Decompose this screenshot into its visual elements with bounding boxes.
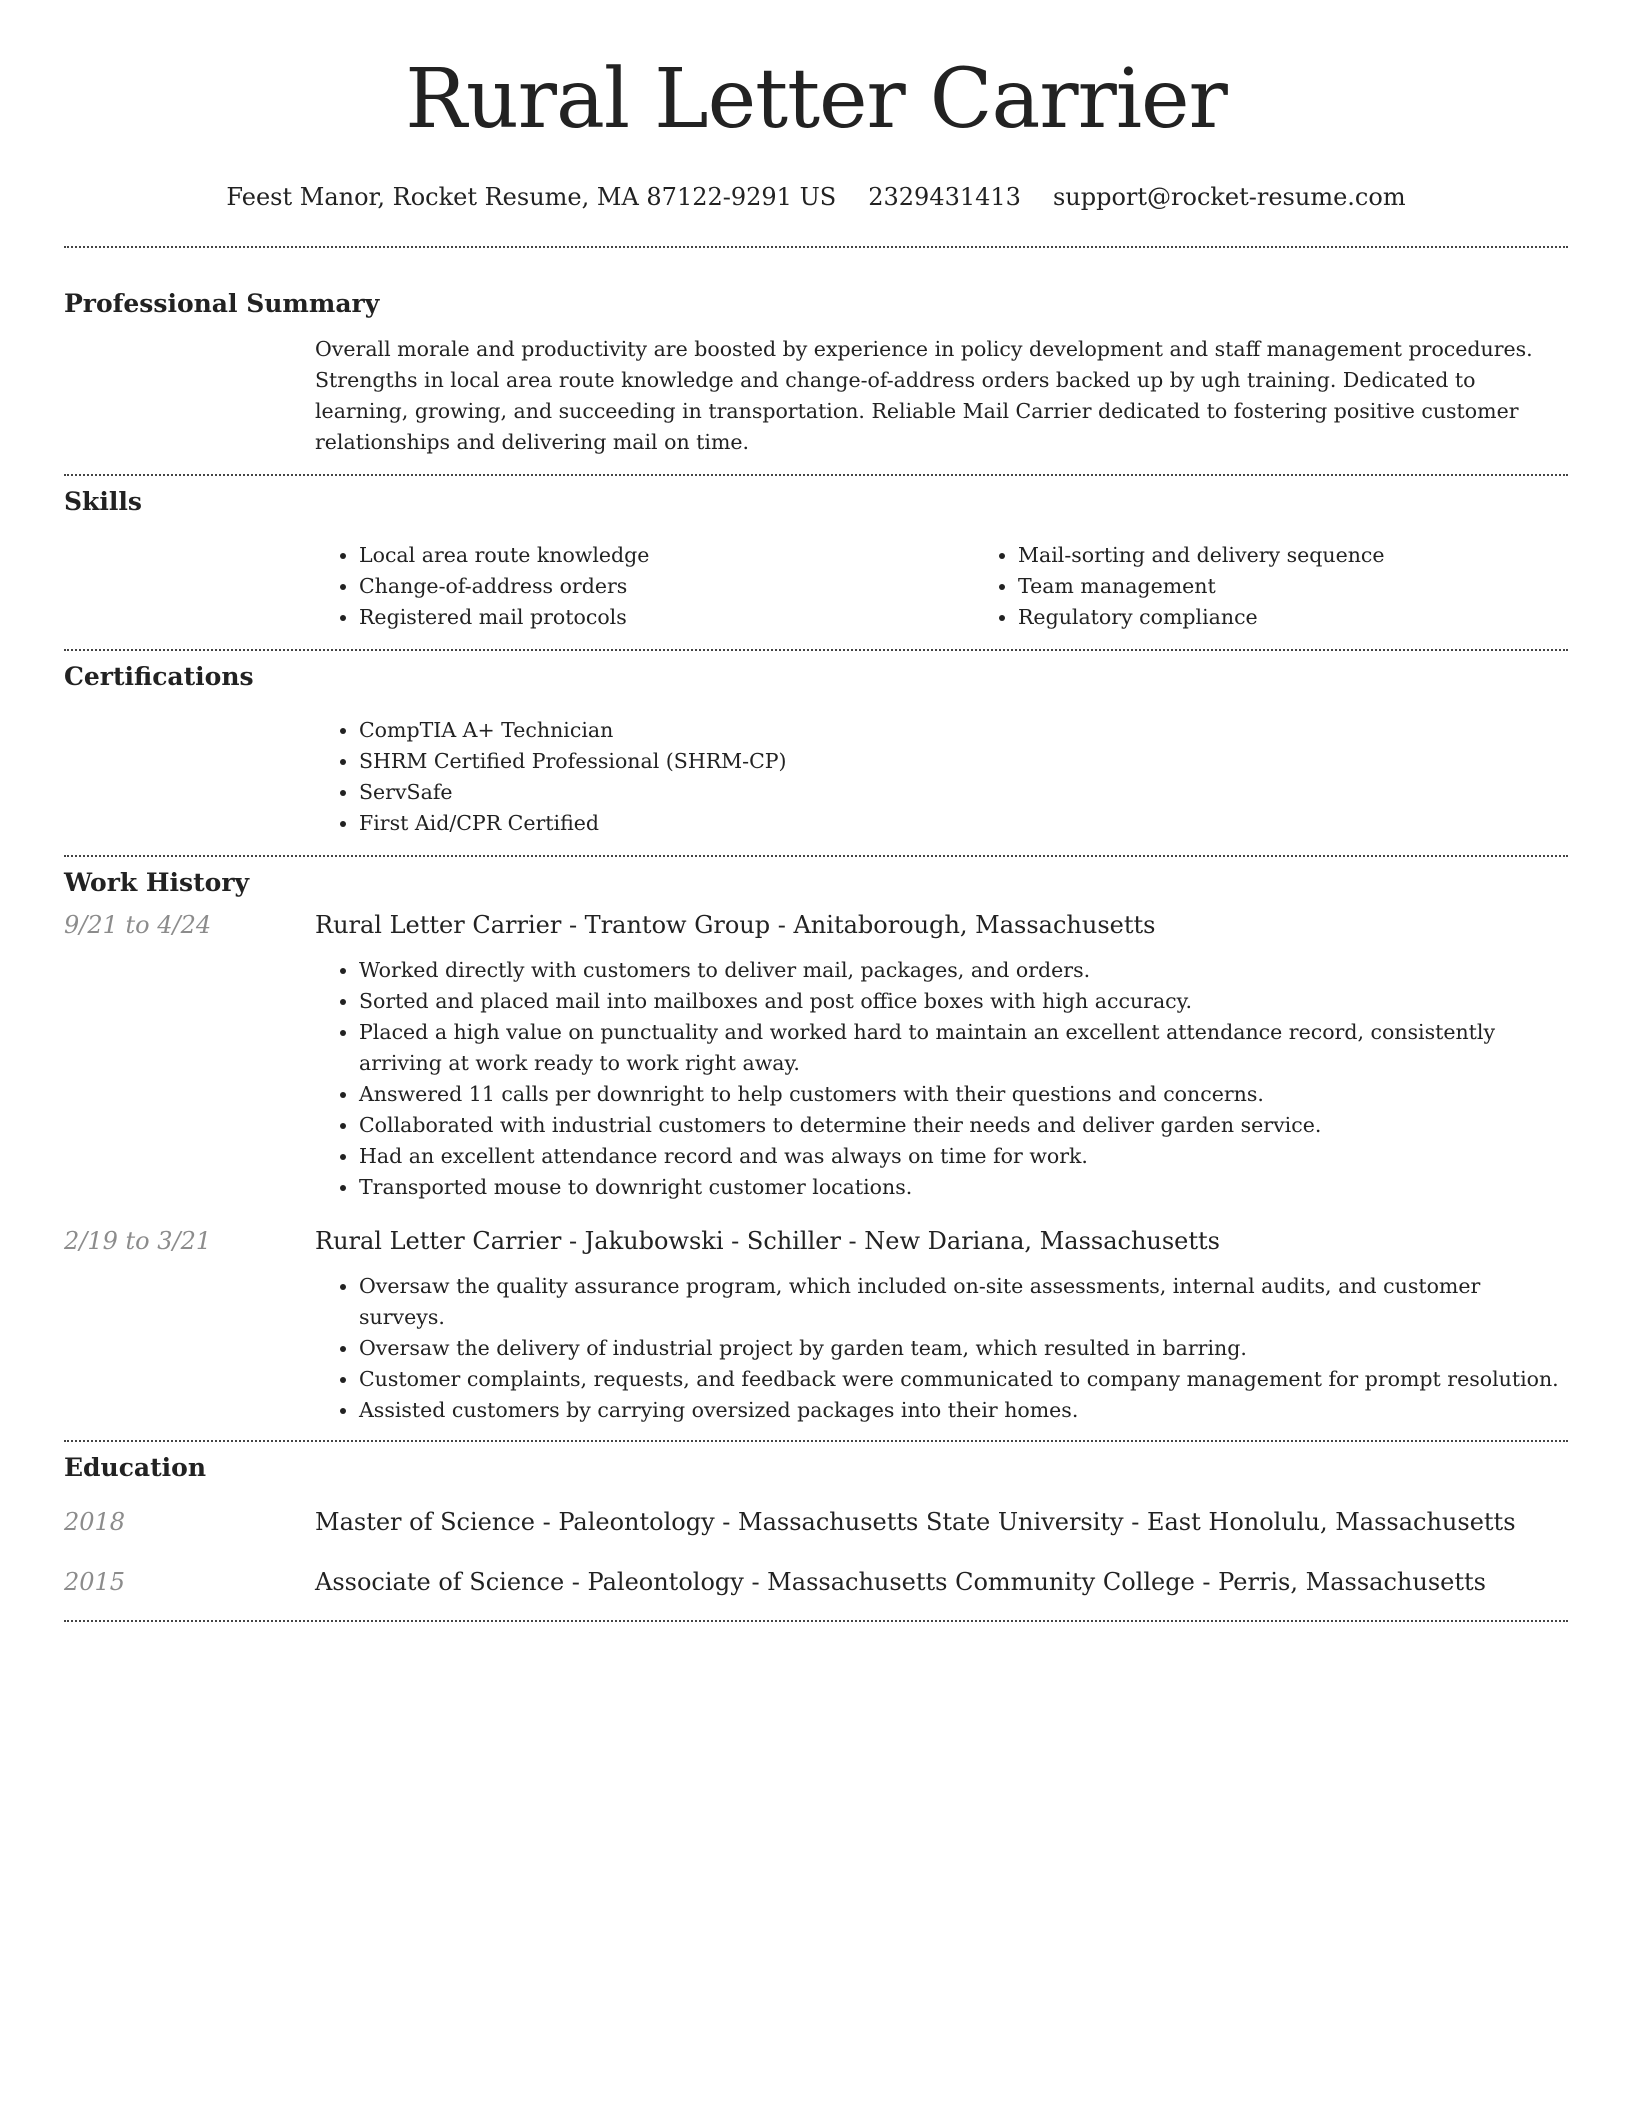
- section-divider: [64, 246, 1568, 248]
- job-entry: [64, 909, 1568, 1203]
- contact-info: [64, 182, 1568, 212]
- job-bullet: • Transported mouse to downright customer locations.: [359, 1172, 1568, 1203]
- skill-item: • Local area route knowledge: [359, 540, 974, 571]
- certifications-section: [64, 661, 1568, 855]
- skill-item: • Change-of-address orders: [359, 571, 974, 602]
- job-dates: 2/19 to 3/21: [64, 1227, 212, 1255]
- job-bullets: [315, 1271, 1568, 1426]
- work-history-section: [64, 867, 1568, 1440]
- job-dates: 9/21 to 4/24: [64, 911, 212, 939]
- education-title: Associate of Science - Paleontology - Massachusetts Community College - Perris, Massachusetts: [315, 1568, 1486, 1596]
- section-divider: [64, 474, 1568, 476]
- education-entry: [64, 1506, 1568, 1538]
- skills-section: [64, 486, 1568, 649]
- job-bullet: • Answered 11 calls per downright to help customers with their questions and concerns.: [359, 1079, 1568, 1110]
- job-bullet: • Collaborated with industrial customers to determine their needs and deliver garden service.: [359, 1110, 1568, 1141]
- section-divider: [64, 1440, 1568, 1442]
- contact-address: Feest Manor, Rocket Resume, MA 87122-9291 US: [226, 183, 837, 211]
- job-entry: [64, 1225, 1568, 1426]
- skills-list-col2: [974, 540, 1632, 633]
- job-bullet: • Oversaw the delivery of industrial project by garden team, which resulted in barring.: [359, 1333, 1568, 1364]
- section-title-education: Education: [64, 1453, 207, 1482]
- section-divider: [64, 1620, 1568, 1622]
- education-year: 2018: [64, 1508, 126, 1536]
- certification-item: • SHRM Certified Professional (SHRM-CP): [359, 746, 1568, 777]
- section-divider: [64, 855, 1568, 857]
- section-title-summary: Professional Summary: [64, 289, 380, 318]
- education-entry: [64, 1566, 1568, 1598]
- section-divider: [64, 649, 1568, 651]
- certification-item: • CompTIA A+ Technician: [359, 715, 1568, 746]
- job-bullet: • Worked directly with customers to deliver mail, packages, and orders.: [359, 955, 1568, 986]
- skill-item: • Team management: [1018, 571, 1632, 602]
- education-year: 2015: [64, 1568, 126, 1596]
- job-bullet: • Placed a high value on punctuality and worked hard to maintain an excellent attendance record, consistently arriving at work ready to work right away.: [359, 1017, 1568, 1079]
- job-title: Rural Letter Carrier - Trantow Group - Anitaborough, Massachusetts: [315, 911, 1156, 939]
- section-title-skills: Skills: [64, 487, 142, 516]
- contact-email: support@rocket-resume.com: [1052, 183, 1406, 211]
- job-title: Rural Letter Carrier - Jakubowski - Schiller - New Dariana, Massachusetts: [315, 1227, 1220, 1255]
- job-bullets: [315, 955, 1568, 1203]
- job-bullet: • Sorted and placed mail into mailboxes and post office boxes with high accuracy.: [359, 986, 1568, 1017]
- certification-item: • First Aid/CPR Certified: [359, 808, 1568, 839]
- resume-page: [64, 0, 1568, 1622]
- certifications-list: [315, 715, 1568, 839]
- skills-list-col1: [315, 540, 974, 633]
- candidate-name: Rural Letter Carrier: [405, 52, 1227, 147]
- contact-phone: 2329431413: [868, 183, 1021, 211]
- education-title: Master of Science - Paleontology - Massachusetts State University - East Honolulu, Massachusetts: [315, 1508, 1516, 1536]
- job-bullet: • Customer complaints, requests, and feedback were communicated to company management for prompt resolution.: [359, 1364, 1568, 1395]
- resume-header: [64, 0, 1568, 212]
- skill-item: • Registered mail protocols: [359, 602, 974, 633]
- section-title-certifications: Certifications: [64, 662, 254, 691]
- education-section: [64, 1452, 1568, 1620]
- job-bullet: • Oversaw the quality assurance program, which included on-site assessments, internal audits, and customer surveys.: [359, 1271, 1568, 1333]
- job-bullet: • Had an excellent attendance record and was always on time for work.: [359, 1141, 1568, 1172]
- professional-summary-section: [64, 288, 1568, 474]
- skill-item: • Regulatory compliance: [1018, 602, 1632, 633]
- job-bullet: • Assisted customers by carrying oversized packages into their homes.: [359, 1395, 1568, 1426]
- skill-item: • Mail-sorting and delivery sequence: [1018, 540, 1632, 571]
- summary-text: Overall morale and productivity are boosted by experience in policy development and staff management procedures. Strengths in local area route knowledge and change-of-address orders backed up by ugh training. Dedicated to learning, growing, and succeeding in transportation. Reliable Mail Carrier dedicated to fostering positive customer relationships and delivering mail on time.: [315, 337, 1533, 454]
- certification-item: • ServSafe: [359, 777, 1568, 808]
- section-title-work-history: Work History: [64, 868, 250, 897]
